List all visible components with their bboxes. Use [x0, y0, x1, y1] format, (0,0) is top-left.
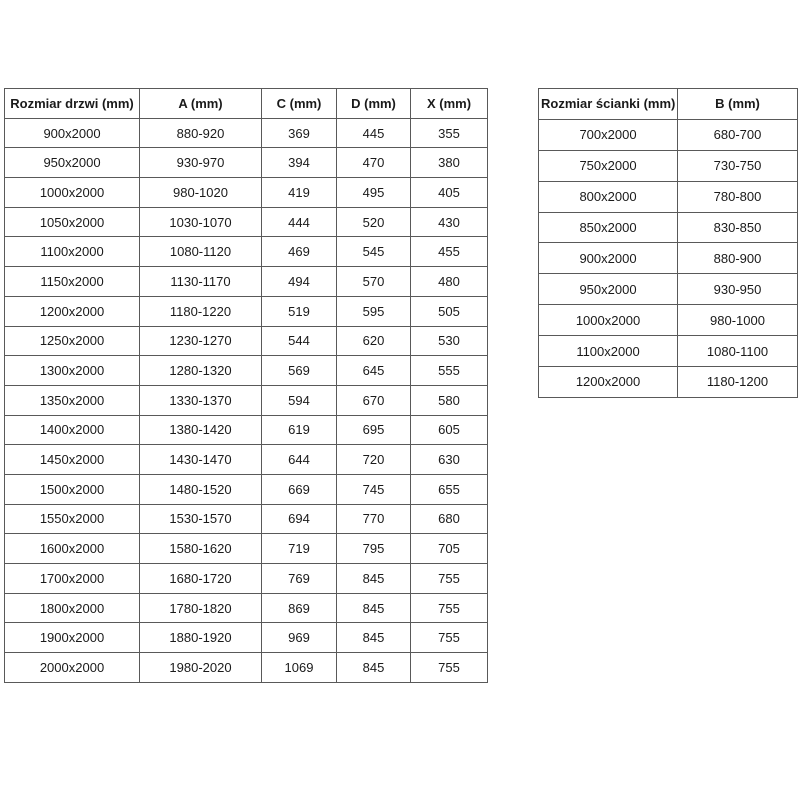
- table-cell: 930-970: [140, 148, 262, 178]
- table-cell: 700x2000: [539, 119, 678, 150]
- table-cell: 1680-1720: [140, 564, 262, 594]
- table-cell: 900x2000: [539, 243, 678, 274]
- table-cell: 405: [411, 178, 488, 208]
- table-cell: 1200x2000: [5, 296, 140, 326]
- table-cell: 1600x2000: [5, 534, 140, 564]
- table-row: [539, 119, 798, 150]
- table-cell: 1030-1070: [140, 207, 262, 237]
- table-cell: 1380-1420: [140, 415, 262, 445]
- table-cell: 605: [411, 415, 488, 445]
- table-cell: 520: [337, 207, 411, 237]
- table-cell: 619: [262, 415, 337, 445]
- table-cell: 620: [337, 326, 411, 356]
- table-cell: 655: [411, 474, 488, 504]
- table-cell: 645: [337, 356, 411, 386]
- wall-table-header-row: [539, 89, 798, 120]
- table-row: [5, 207, 488, 237]
- table-cell: 755: [411, 564, 488, 594]
- table-row: [5, 385, 488, 415]
- table-row: [5, 474, 488, 504]
- table-cell: 1580-1620: [140, 534, 262, 564]
- table-cell: 950x2000: [539, 274, 678, 305]
- table-cell: 900x2000: [5, 118, 140, 148]
- table-row: [5, 415, 488, 445]
- column-header: Rozmiar drzwi (mm): [5, 89, 140, 119]
- table-cell: 1330-1370: [140, 385, 262, 415]
- table-cell: 730-750: [678, 150, 798, 181]
- table-cell: 800x2000: [539, 181, 678, 212]
- table-cell: 1400x2000: [5, 415, 140, 445]
- table-cell: 1050x2000: [5, 207, 140, 237]
- table-cell: 1080-1120: [140, 237, 262, 267]
- table-row: [5, 445, 488, 475]
- table-row: [539, 274, 798, 305]
- table-cell: 1880-1920: [140, 623, 262, 653]
- table-cell: 1100x2000: [5, 237, 140, 267]
- table-cell: 430: [411, 207, 488, 237]
- table-cell: 880-900: [678, 243, 798, 274]
- door-sizes-table: [4, 88, 488, 683]
- table-cell: 1200x2000: [539, 367, 678, 398]
- table-cell: 845: [337, 623, 411, 653]
- table-cell: 750x2000: [539, 150, 678, 181]
- table-cell: 630: [411, 445, 488, 475]
- table-cell: 1000x2000: [539, 305, 678, 336]
- table-cell: 795: [337, 534, 411, 564]
- table-row: [5, 653, 488, 683]
- table-cell: 980-1000: [678, 305, 798, 336]
- table-cell: 780-800: [678, 181, 798, 212]
- table-cell: 969: [262, 623, 337, 653]
- table-cell: 555: [411, 356, 488, 386]
- table-cell: 1280-1320: [140, 356, 262, 386]
- table-cell: 930-950: [678, 274, 798, 305]
- table-cell: 480: [411, 267, 488, 297]
- table-cell: 1150x2000: [5, 267, 140, 297]
- table-cell: 850x2000: [539, 212, 678, 243]
- table-cell: 1450x2000: [5, 445, 140, 475]
- table-cell: 369: [262, 118, 337, 148]
- table-cell: 869: [262, 593, 337, 623]
- table-cell: 445: [337, 118, 411, 148]
- table-cell: 1900x2000: [5, 623, 140, 653]
- table-cell: 770: [337, 504, 411, 534]
- table-row: [5, 267, 488, 297]
- wall-sizes-table: [538, 88, 798, 398]
- table-cell: 680-700: [678, 119, 798, 150]
- table-row: [5, 118, 488, 148]
- table-cell: 1080-1100: [678, 336, 798, 367]
- table-row: [5, 534, 488, 564]
- table-cell: 695: [337, 415, 411, 445]
- table-cell: 1780-1820: [140, 593, 262, 623]
- table-cell: 570: [337, 267, 411, 297]
- table-cell: 845: [337, 593, 411, 623]
- table-cell: 769: [262, 564, 337, 594]
- table-cell: 845: [337, 564, 411, 594]
- table-cell: 469: [262, 237, 337, 267]
- table-row: [539, 367, 798, 398]
- table-cell: 569: [262, 356, 337, 386]
- table-cell: 1550x2000: [5, 504, 140, 534]
- table-cell: 670: [337, 385, 411, 415]
- table-cell: 745: [337, 474, 411, 504]
- table-cell: 1230-1270: [140, 326, 262, 356]
- table-cell: 880-920: [140, 118, 262, 148]
- table-cell: 1069: [262, 653, 337, 683]
- column-header: Rozmiar ścianki (mm): [539, 89, 678, 120]
- table-cell: 2000x2000: [5, 653, 140, 683]
- table-row: [539, 212, 798, 243]
- table-row: [5, 593, 488, 623]
- table-row: [539, 243, 798, 274]
- table-cell: 444: [262, 207, 337, 237]
- table-cell: 519: [262, 296, 337, 326]
- table-row: [5, 623, 488, 653]
- table-cell: 1800x2000: [5, 593, 140, 623]
- table-row: [539, 305, 798, 336]
- column-header: B (mm): [678, 89, 798, 120]
- table-row: [5, 178, 488, 208]
- table-cell: 1700x2000: [5, 564, 140, 594]
- table-cell: 1980-2020: [140, 653, 262, 683]
- table-cell: 644: [262, 445, 337, 475]
- table-row: [5, 564, 488, 594]
- table-cell: 1430-1470: [140, 445, 262, 475]
- table-row: [539, 150, 798, 181]
- table-cell: 719: [262, 534, 337, 564]
- table-cell: 545: [337, 237, 411, 267]
- table-row: [5, 504, 488, 534]
- table-cell: 1000x2000: [5, 178, 140, 208]
- table-row: [539, 181, 798, 212]
- table-cell: 580: [411, 385, 488, 415]
- table-cell: 394: [262, 148, 337, 178]
- table-cell: 755: [411, 623, 488, 653]
- table-cell: 595: [337, 296, 411, 326]
- table-cell: 680: [411, 504, 488, 534]
- column-header: A (mm): [140, 89, 262, 119]
- table-row: [5, 326, 488, 356]
- table-cell: 1250x2000: [5, 326, 140, 356]
- column-header: D (mm): [337, 89, 411, 119]
- table-cell: 470: [337, 148, 411, 178]
- table-cell: 1300x2000: [5, 356, 140, 386]
- table-cell: 705: [411, 534, 488, 564]
- table-cell: 594: [262, 385, 337, 415]
- table-row: [5, 296, 488, 326]
- table-cell: 755: [411, 593, 488, 623]
- table-cell: 755: [411, 653, 488, 683]
- table-cell: 1180-1200: [678, 367, 798, 398]
- table-cell: 1480-1520: [140, 474, 262, 504]
- table-cell: 980-1020: [140, 178, 262, 208]
- table-cell: 380: [411, 148, 488, 178]
- table-row: [5, 237, 488, 267]
- table-row: [5, 356, 488, 386]
- table-cell: 669: [262, 474, 337, 504]
- table-cell: 355: [411, 118, 488, 148]
- table-cell: 544: [262, 326, 337, 356]
- column-header: X (mm): [411, 89, 488, 119]
- table-cell: 694: [262, 504, 337, 534]
- table-cell: 1180-1220: [140, 296, 262, 326]
- table-cell: 530: [411, 326, 488, 356]
- table-cell: 1350x2000: [5, 385, 140, 415]
- table-cell: 1500x2000: [5, 474, 140, 504]
- table-cell: 830-850: [678, 212, 798, 243]
- table-row: [539, 336, 798, 367]
- table-row: [5, 148, 488, 178]
- table-cell: 494: [262, 267, 337, 297]
- table-cell: 845: [337, 653, 411, 683]
- table-cell: 950x2000: [5, 148, 140, 178]
- table-cell: 1100x2000: [539, 336, 678, 367]
- column-header: C (mm): [262, 89, 337, 119]
- table-cell: 495: [337, 178, 411, 208]
- table-cell: 455: [411, 237, 488, 267]
- door-table-header-row: [5, 89, 488, 119]
- table-cell: 1530-1570: [140, 504, 262, 534]
- table-cell: 1130-1170: [140, 267, 262, 297]
- table-cell: 720: [337, 445, 411, 475]
- table-cell: 505: [411, 296, 488, 326]
- table-cell: 419: [262, 178, 337, 208]
